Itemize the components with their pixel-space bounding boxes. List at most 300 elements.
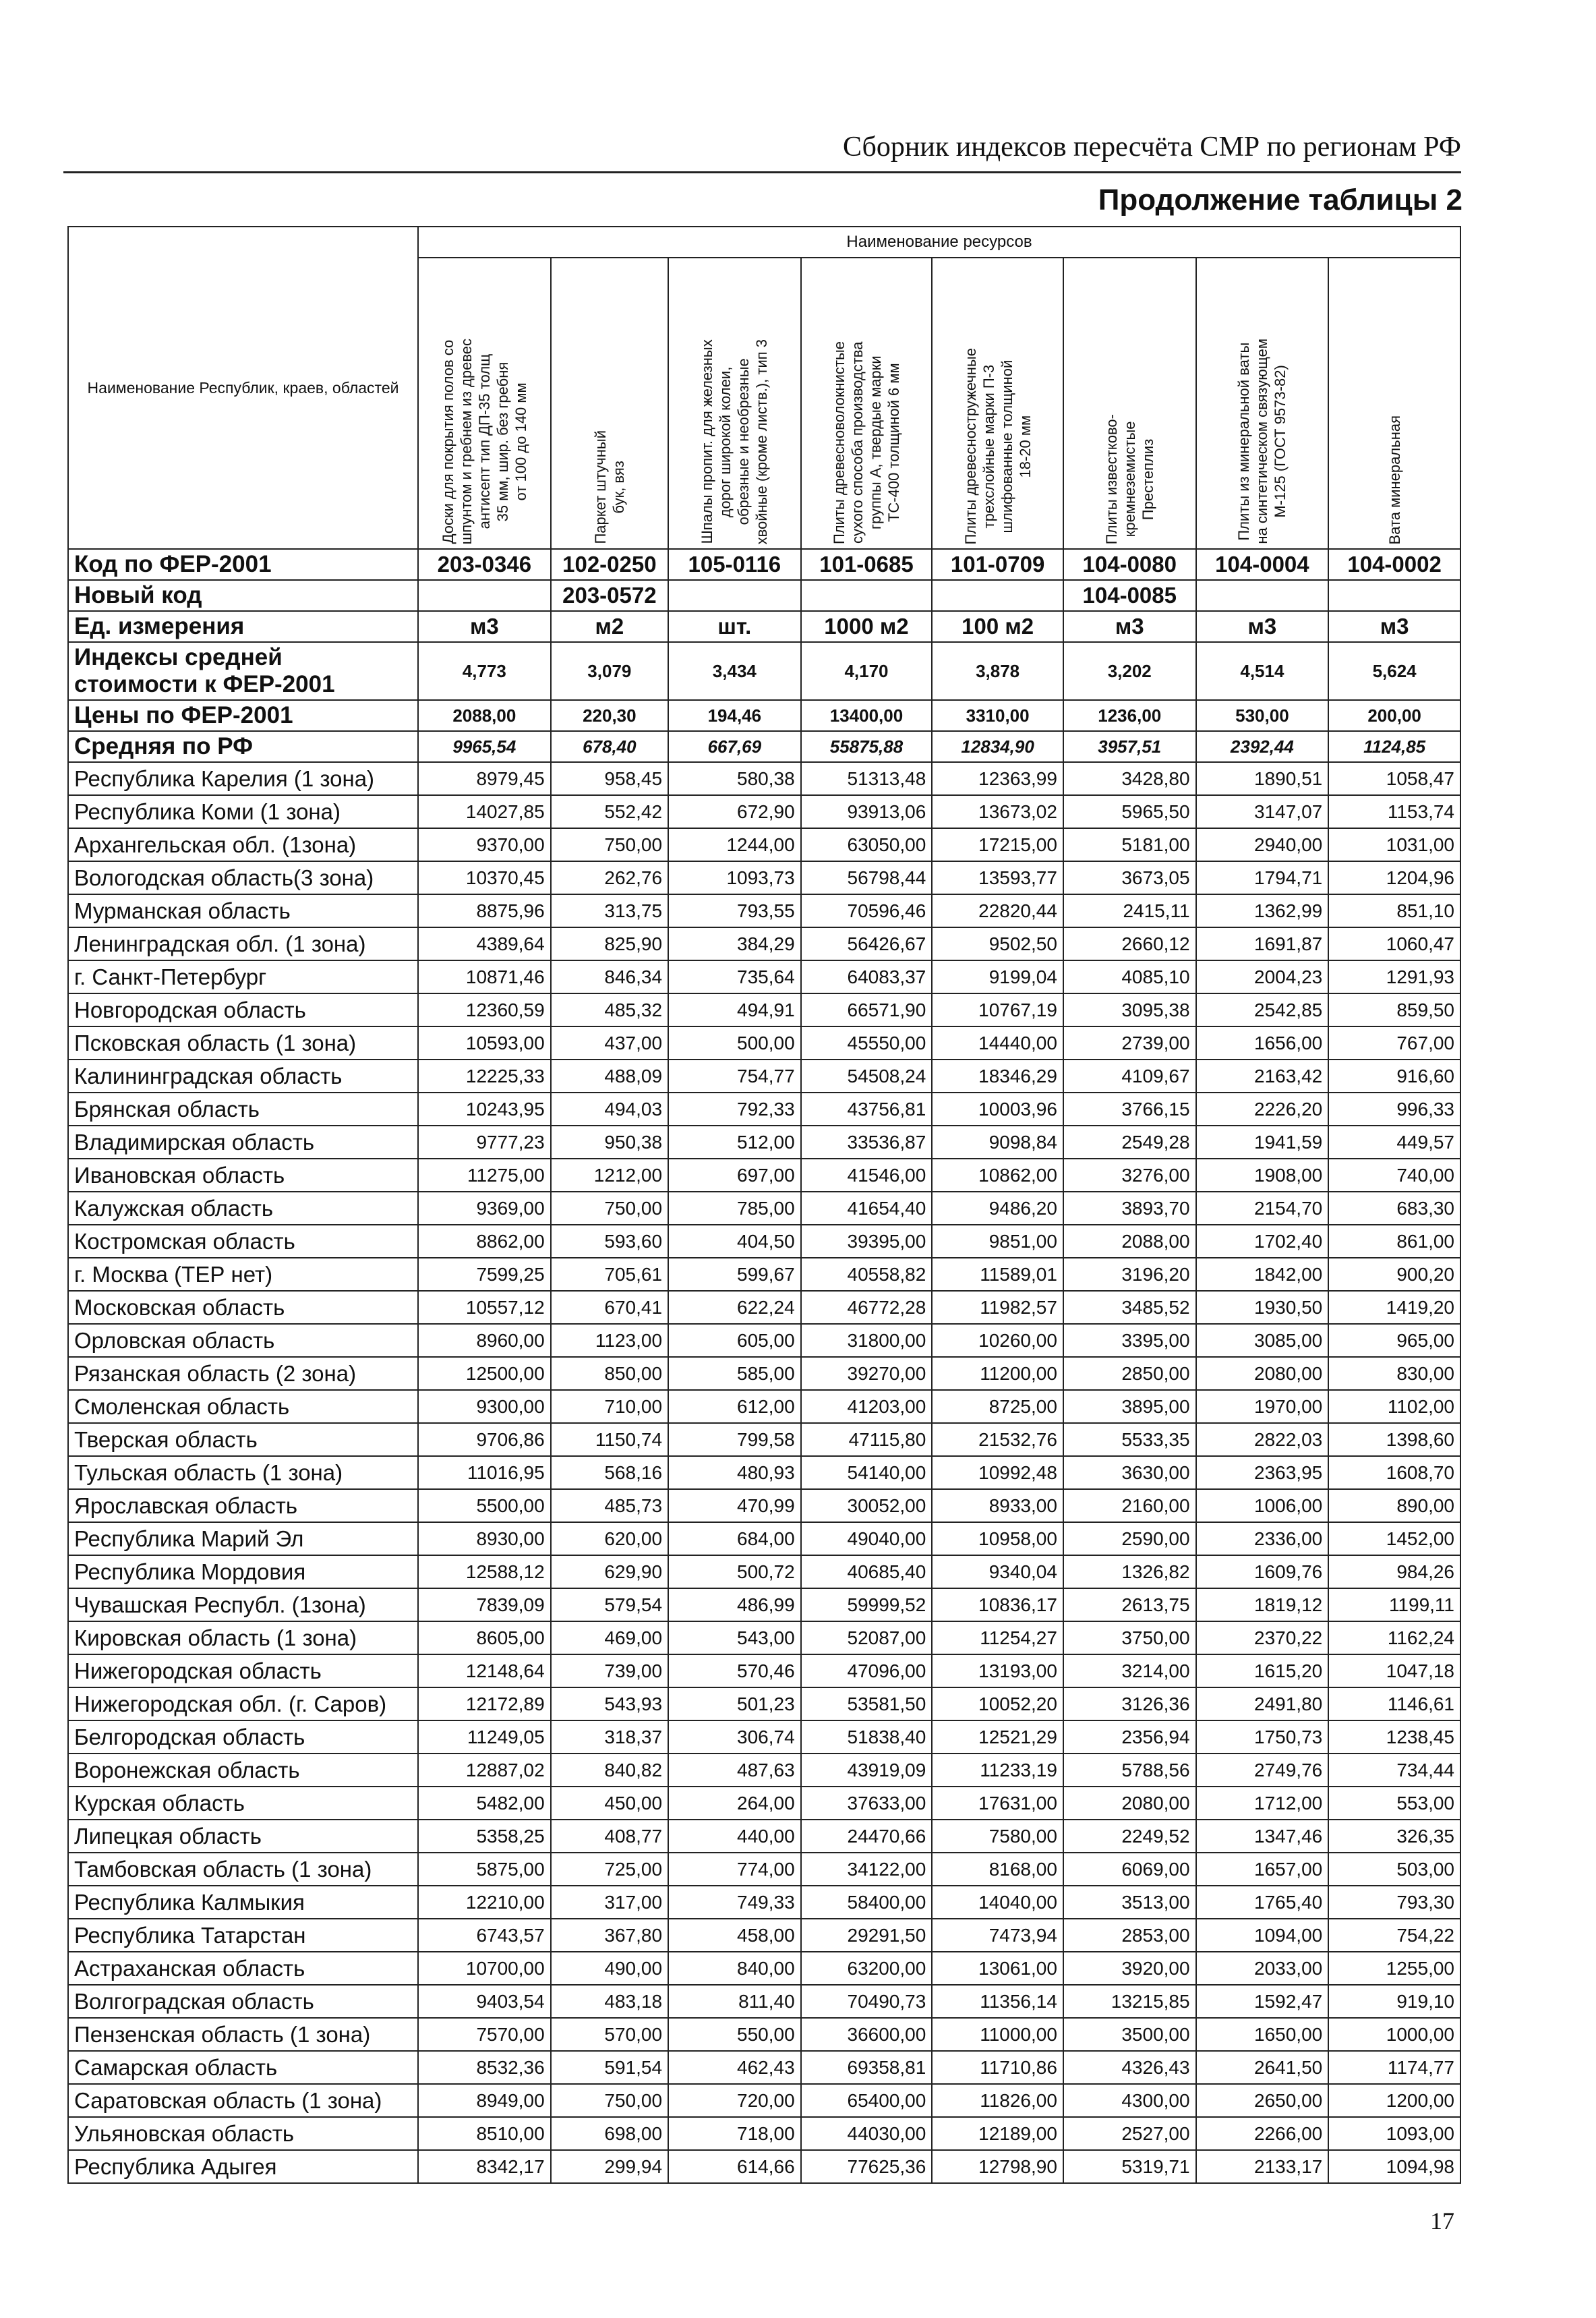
meta-value: 200,00 (1328, 700, 1460, 731)
meta-value: м3 (1063, 611, 1196, 642)
price-cell: 1930,50 (1196, 1291, 1329, 1324)
row-label: Средняя по РФ (68, 731, 418, 762)
price-cell: 543,00 (668, 1621, 801, 1654)
resource-header-2 (551, 258, 668, 549)
price-cell: 553,00 (1328, 1787, 1460, 1820)
price-cell: 41546,00 (801, 1159, 933, 1192)
price-cell: 825,90 (551, 927, 668, 960)
price-cell: 3196,20 (1063, 1258, 1196, 1291)
price-cell: 11200,00 (932, 1357, 1063, 1390)
meta-value: м3 (418, 611, 551, 642)
region-name: Ивановская область (68, 1159, 418, 1192)
price-cell: 2549,28 (1063, 1126, 1196, 1159)
price-cell: 697,00 (668, 1159, 801, 1192)
price-cell: 3428,80 (1063, 762, 1196, 795)
price-cell: 53581,50 (801, 1687, 933, 1720)
region-name: Рязанская область (2 зона) (68, 1357, 418, 1390)
price-cell: 1006,00 (1196, 1489, 1329, 1522)
region-name: Мурманская область (68, 894, 418, 927)
price-cell: 9199,04 (932, 960, 1063, 993)
price-cell: 10003,96 (932, 1093, 1063, 1126)
price-cell: 500,00 (668, 1026, 801, 1060)
table-row (68, 1489, 1460, 1522)
table-continuation-label: Продолжение таблицы 2 (1098, 183, 1462, 216)
table-row (68, 1853, 1460, 1886)
price-cell: 614,66 (668, 2150, 801, 2183)
price-cell: 5358,25 (418, 1820, 551, 1853)
region-name: г. Москва (ТЕР нет) (68, 1258, 418, 1291)
price-cell: 2527,00 (1063, 2117, 1196, 2150)
meta-value (1196, 580, 1329, 611)
price-cell: 51838,40 (801, 1720, 933, 1754)
table-row (68, 2018, 1460, 2051)
table-row (68, 1060, 1460, 1093)
price-cell: 8949,00 (418, 2084, 551, 2117)
price-cell: 2336,00 (1196, 1522, 1329, 1555)
price-cell: 840,00 (668, 1952, 801, 1985)
price-cell: 749,33 (668, 1886, 801, 1919)
price-cell: 684,00 (668, 1522, 801, 1555)
price-cell: 1398,60 (1328, 1423, 1460, 1456)
table-row (68, 1621, 1460, 1654)
resource-header-5 (932, 258, 1063, 549)
price-cell: 47115,80 (801, 1423, 933, 1456)
price-cell: 10992,48 (932, 1456, 1063, 1489)
price-cell: 10862,00 (932, 1159, 1063, 1192)
meta-value: 12834,90 (932, 731, 1063, 762)
price-cell: 11356,14 (932, 1985, 1063, 2018)
table-row (68, 1126, 1460, 1159)
price-cell: 462,43 (668, 2051, 801, 2084)
price-cell: 10370,45 (418, 861, 551, 894)
meta-value: 100 м2 (932, 611, 1063, 642)
price-cell: 494,03 (551, 1093, 668, 1126)
table-row (68, 1225, 1460, 1258)
meta-value (932, 580, 1063, 611)
price-cell: 4300,00 (1063, 2084, 1196, 2117)
price-cell: 12521,29 (932, 1720, 1063, 1754)
region-name: Ленинградская обл. (1 зона) (68, 927, 418, 960)
price-cell: 9098,84 (932, 1126, 1063, 1159)
price-cell: 3766,15 (1063, 1093, 1196, 1126)
meta-value: 530,00 (1196, 700, 1329, 731)
price-cell: 8168,00 (932, 1853, 1063, 1886)
price-cell: 40685,40 (801, 1555, 933, 1588)
price-cell: 1094,00 (1196, 1919, 1329, 1952)
price-cell: 1204,96 (1328, 861, 1460, 894)
price-cell: 1031,00 (1328, 828, 1460, 861)
price-cell: 672,90 (668, 795, 801, 828)
price-cell: 950,38 (551, 1126, 668, 1159)
table-row (68, 1654, 1460, 1687)
price-cell: 859,50 (1328, 993, 1460, 1026)
price-cell: 8875,96 (418, 894, 551, 927)
price-cell: 2749,76 (1196, 1754, 1329, 1787)
price-cell: 3126,36 (1063, 1687, 1196, 1720)
price-cell: 10593,00 (418, 1026, 551, 1060)
meta-value (801, 580, 933, 611)
price-cell: 12363,99 (932, 762, 1063, 795)
price-cell: 483,18 (551, 1985, 668, 2018)
price-cell: 3395,00 (1063, 1324, 1196, 1357)
price-cell: 10557,12 (418, 1291, 551, 1324)
table-row (68, 927, 1460, 960)
table-row (68, 1159, 1460, 1192)
row-label: Индексы средней стоимости к ФЕР-2001 (68, 642, 418, 700)
price-cell: 1794,71 (1196, 861, 1329, 894)
region-name: Калининградская область (68, 1060, 418, 1093)
meta-value: 220,30 (551, 700, 668, 731)
price-cell: 9851,00 (932, 1225, 1063, 1258)
price-cell: 7839,09 (418, 1588, 551, 1621)
region-name: Республика Татарстан (68, 1919, 418, 1952)
price-cell: 1592,47 (1196, 1985, 1329, 2018)
meta-value: 3,434 (668, 642, 801, 700)
price-cell: 11710,86 (932, 2051, 1063, 2084)
price-cell: 2033,00 (1196, 1952, 1329, 1985)
price-cell: 54508,24 (801, 1060, 933, 1093)
price-cell: 1238,45 (1328, 1720, 1460, 1754)
price-cell: 14040,00 (932, 1886, 1063, 1919)
meta-value: м3 (1196, 611, 1329, 642)
meta-value: 3310,00 (932, 700, 1063, 731)
region-name: Чувашская Республ. (1зона) (68, 1588, 418, 1621)
price-cell: 7570,00 (418, 2018, 551, 2051)
meta-value: м3 (1328, 611, 1460, 642)
price-cell: 552,42 (551, 795, 668, 828)
table-row (68, 1291, 1460, 1324)
price-cell: 1058,47 (1328, 762, 1460, 795)
region-name: Кировская область (1 зона) (68, 1621, 418, 1654)
price-cell: 2613,75 (1063, 1588, 1196, 1621)
meta-value: 101-0709 (932, 549, 1063, 580)
price-cell: 750,00 (551, 828, 668, 861)
price-cell: 56798,44 (801, 861, 933, 894)
fer-code-row (68, 549, 1460, 580)
resource-name: Вата минеральная (1386, 415, 1403, 544)
price-cell: 7580,00 (932, 1820, 1063, 1853)
price-cell: 720,00 (668, 2084, 801, 2117)
table-row (68, 1720, 1460, 1754)
price-cell: 1291,93 (1328, 960, 1460, 993)
price-cell: 17631,00 (932, 1787, 1063, 1820)
price-cell: 568,16 (551, 1456, 668, 1489)
price-cell: 1255,00 (1328, 1952, 1460, 1985)
price-cell: 1609,76 (1196, 1555, 1329, 1588)
price-cell: 1199,11 (1328, 1588, 1460, 1621)
price-cell: 2415,11 (1063, 894, 1196, 927)
price-cell: 1419,20 (1328, 1291, 1460, 1324)
price-cell: 1819,12 (1196, 1588, 1329, 1621)
price-cell: 840,82 (551, 1754, 668, 1787)
price-cell: 313,75 (551, 894, 668, 927)
resource-header-1 (418, 258, 551, 549)
price-cell: 612,00 (668, 1390, 801, 1423)
price-cell: 811,40 (668, 1985, 801, 2018)
price-cell: 12225,33 (418, 1060, 551, 1093)
price-cell: 2363,95 (1196, 1456, 1329, 1489)
price-cell: 11016,95 (418, 1456, 551, 1489)
price-cell: 861,00 (1328, 1225, 1460, 1258)
meta-value: 3,079 (551, 642, 668, 700)
meta-value: 194,46 (668, 700, 801, 731)
table-row (68, 894, 1460, 927)
meta-value: 55875,88 (801, 731, 933, 762)
price-cell: 5965,50 (1063, 795, 1196, 828)
price-cell: 14027,85 (418, 795, 551, 828)
price-cell: 8933,00 (932, 1489, 1063, 1522)
price-cell: 21532,76 (932, 1423, 1063, 1456)
price-cell: 3630,00 (1063, 1456, 1196, 1489)
price-cell: 10958,00 (932, 1522, 1063, 1555)
price-cell: 501,23 (668, 1687, 801, 1720)
price-cell: 487,63 (668, 1754, 801, 1787)
price-cell: 629,90 (551, 1555, 668, 1588)
price-cell: 2650,00 (1196, 2084, 1329, 2117)
resource-name: Плиты древесностружечные трехслойные марки П-3 шлифованные толщиной 18-20 мм (962, 347, 1034, 544)
price-cell: 11254,27 (932, 1621, 1063, 1654)
price-cell: 490,00 (551, 1952, 668, 1985)
price-cell: 570,46 (668, 1654, 801, 1687)
table-row (68, 1390, 1460, 1423)
price-cell: 503,00 (1328, 1853, 1460, 1886)
price-cell: 6069,00 (1063, 1853, 1196, 1886)
price-cell: 1150,74 (551, 1423, 668, 1456)
price-cell: 1060,47 (1328, 927, 1460, 960)
row-label: Новый код (68, 580, 418, 611)
price-cell: 3085,00 (1196, 1324, 1329, 1357)
meta-value: шт. (668, 611, 801, 642)
price-cell: 8930,00 (418, 1522, 551, 1555)
price-cell: 8532,36 (418, 2051, 551, 2084)
price-cell: 8510,00 (418, 2117, 551, 2150)
price-cell: 1608,70 (1328, 1456, 1460, 1489)
price-index-table (67, 226, 1461, 2184)
price-cell: 41203,00 (801, 1390, 933, 1423)
price-cell: 6743,57 (418, 1919, 551, 1952)
price-cell: 7473,94 (932, 1919, 1063, 1952)
table-row (68, 1820, 1460, 1853)
price-cell: 13061,00 (932, 1952, 1063, 1985)
price-cell: 750,00 (551, 2084, 668, 2117)
unit-row (68, 611, 1460, 642)
price-cell: 591,54 (551, 2051, 668, 2084)
row-label: Цены по ФЕР-2001 (68, 700, 418, 731)
price-cell: 404,50 (668, 1225, 801, 1258)
price-cell: 22820,44 (932, 894, 1063, 927)
price-cell: 710,00 (551, 1390, 668, 1423)
price-cell: 830,00 (1328, 1357, 1460, 1390)
region-name: Костромская область (68, 1225, 418, 1258)
price-cell: 1153,74 (1328, 795, 1460, 828)
region-name: Липецкая область (68, 1820, 418, 1853)
price-cell: 63200,00 (801, 1952, 933, 1985)
price-cell: 1765,40 (1196, 1886, 1329, 1919)
meta-value: 101-0685 (801, 549, 933, 580)
price-cell: 7599,25 (418, 1258, 551, 1291)
price-cell: 3750,00 (1063, 1621, 1196, 1654)
price-cell: 1362,99 (1196, 894, 1329, 927)
price-cell: 1093,73 (668, 861, 801, 894)
price-cell: 2004,23 (1196, 960, 1329, 993)
row-label: Ед. измерения (68, 611, 418, 642)
price-cell: 10260,00 (932, 1324, 1063, 1357)
price-cell: 93913,06 (801, 795, 933, 828)
price-cell: 1890,51 (1196, 762, 1329, 795)
resource-header-3 (668, 258, 801, 549)
price-cell: 37633,00 (801, 1787, 933, 1820)
price-cell: 593,60 (551, 1225, 668, 1258)
price-cell: 51313,48 (801, 762, 933, 795)
price-cell: 916,60 (1328, 1060, 1460, 1093)
table-row (68, 2051, 1460, 2084)
price-cell: 69358,81 (801, 2051, 933, 2084)
table-row (68, 1555, 1460, 1588)
table-row (68, 1787, 1460, 1820)
meta-value: 203-0346 (418, 549, 551, 580)
price-cell: 70596,46 (801, 894, 933, 927)
region-name: Псковская область (1 зона) (68, 1026, 418, 1060)
region-name: Белгородская область (68, 1720, 418, 1754)
price-cell: 469,00 (551, 1621, 668, 1654)
region-name: Владимирская область (68, 1126, 418, 1159)
price-cell: 54140,00 (801, 1456, 933, 1489)
region-name: Астраханская область (68, 1952, 418, 1985)
resources-group-header: Наименование ресурсов (418, 227, 1460, 258)
price-cell: 56426,67 (801, 927, 933, 960)
table-row (68, 1258, 1460, 1291)
price-cell: 2160,00 (1063, 1489, 1196, 1522)
price-cell: 8342,17 (418, 2150, 551, 2183)
price-cell: 43756,81 (801, 1093, 933, 1126)
table-row (68, 762, 1460, 795)
new-code-row (68, 580, 1460, 611)
table-row (68, 993, 1460, 1026)
price-cell: 18346,29 (932, 1060, 1063, 1093)
price-cell: 718,00 (668, 2117, 801, 2150)
price-cell: 580,38 (668, 762, 801, 795)
price-cell: 4109,67 (1063, 1060, 1196, 1093)
meta-value: 9965,54 (418, 731, 551, 762)
region-name: Вологодская область(3 зона) (68, 861, 418, 894)
price-cell: 45550,00 (801, 1026, 933, 1060)
region-name: Воронежская область (68, 1754, 418, 1787)
price-cell: 70490,73 (801, 1985, 933, 2018)
price-cell: 24470,66 (801, 1820, 933, 1853)
price-cell: 264,00 (668, 1787, 801, 1820)
price-cell: 59999,52 (801, 1588, 933, 1621)
region-name: Курская область (68, 1787, 418, 1820)
meta-value: 102-0250 (551, 549, 668, 580)
region-name: Ярославская область (68, 1489, 418, 1522)
price-cell: 3214,00 (1063, 1654, 1196, 1687)
table-row (68, 1886, 1460, 1919)
price-cell: 13193,00 (932, 1654, 1063, 1687)
price-cell: 10871,46 (418, 960, 551, 993)
price-cell: 570,00 (551, 2018, 668, 2051)
price-cell: 11233,19 (932, 1754, 1063, 1787)
price-cell: 9502,50 (932, 927, 1063, 960)
price-cell: 10243,95 (418, 1093, 551, 1126)
resource-name: Плиты известково- кремнеземистые Престеплиз (1102, 413, 1156, 544)
price-cell: 5533,35 (1063, 1423, 1196, 1456)
resource-name: Шпалы пропит. для железных дорог широкой колеи, обрезные и необрезные хвойные (кроме листв.), тип 3 (699, 339, 771, 544)
price-cell: 40558,82 (801, 1258, 933, 1291)
price-cell: 11826,00 (932, 2084, 1063, 2117)
table-row (68, 828, 1460, 861)
price-cell: 5181,00 (1063, 828, 1196, 861)
page-header (63, 128, 1461, 173)
price-cell: 30052,00 (801, 1489, 933, 1522)
price-cell: 317,00 (551, 1886, 668, 1919)
price-cell: 494,91 (668, 993, 801, 1026)
price-cell: 12189,00 (932, 2117, 1063, 2150)
price-cell: 10767,19 (932, 993, 1063, 1026)
price-cell: 2822,03 (1196, 1423, 1329, 1456)
region-name: Волгоградская область (68, 1985, 418, 2018)
price-cell: 1200,00 (1328, 2084, 1460, 2117)
price-cell: 599,67 (668, 1258, 801, 1291)
price-cell: 754,22 (1328, 1919, 1460, 1952)
price-cell: 49040,00 (801, 1522, 933, 1555)
meta-value: 1124,85 (1328, 731, 1460, 762)
price-cell: 318,37 (551, 1720, 668, 1754)
price-cell: 735,64 (668, 960, 801, 993)
table-row (68, 1952, 1460, 1985)
price-cell: 512,00 (668, 1126, 801, 1159)
price-cell: 2133,17 (1196, 2150, 1329, 2183)
price-cell: 2370,22 (1196, 1621, 1329, 1654)
price-cell: 9340,04 (932, 1555, 1063, 1588)
price-cell: 2356,94 (1063, 1720, 1196, 1754)
meta-value: 203-0572 (551, 580, 668, 611)
price-cell: 2660,12 (1063, 927, 1196, 960)
price-cell: 2088,00 (1063, 1225, 1196, 1258)
price-cell: 2226,20 (1196, 1093, 1329, 1126)
price-cell: 11000,00 (932, 2018, 1063, 2051)
table-row (68, 1357, 1460, 1390)
price-cell: 11275,00 (418, 1159, 551, 1192)
price-cell: 2739,00 (1063, 1026, 1196, 1060)
price-cell: 890,00 (1328, 1489, 1460, 1522)
price-cell: 39395,00 (801, 1225, 933, 1258)
price-cell: 36600,00 (801, 2018, 933, 2051)
price-cell: 326,35 (1328, 1820, 1460, 1853)
price-cell: 1941,59 (1196, 1126, 1329, 1159)
price-cell: 1326,82 (1063, 1555, 1196, 1588)
price-cell: 8725,00 (932, 1390, 1063, 1423)
price-cell: 705,61 (551, 1258, 668, 1291)
price-cell: 485,32 (551, 993, 668, 1026)
price-cell: 2266,00 (1196, 2117, 1329, 2150)
table-row (68, 2084, 1460, 2117)
price-cell: 1094,98 (1328, 2150, 1460, 2183)
region-name: Самарская область (68, 2051, 418, 2084)
price-cell: 8960,00 (418, 1324, 551, 1357)
meta-value: м2 (551, 611, 668, 642)
region-name: Нижегородская обл. (г. Саров) (68, 1687, 418, 1720)
price-cell: 725,00 (551, 1853, 668, 1886)
region-name: Калужская область (68, 1192, 418, 1225)
price-cell: 2491,80 (1196, 1687, 1329, 1720)
price-cell: 799,58 (668, 1423, 801, 1456)
price-cell: 2853,00 (1063, 1919, 1196, 1952)
price-cell: 3276,00 (1063, 1159, 1196, 1192)
price-cell: 450,00 (551, 1787, 668, 1820)
price-cell: 13673,02 (932, 795, 1063, 828)
table-row (68, 960, 1460, 993)
price-cell: 1244,00 (668, 828, 801, 861)
